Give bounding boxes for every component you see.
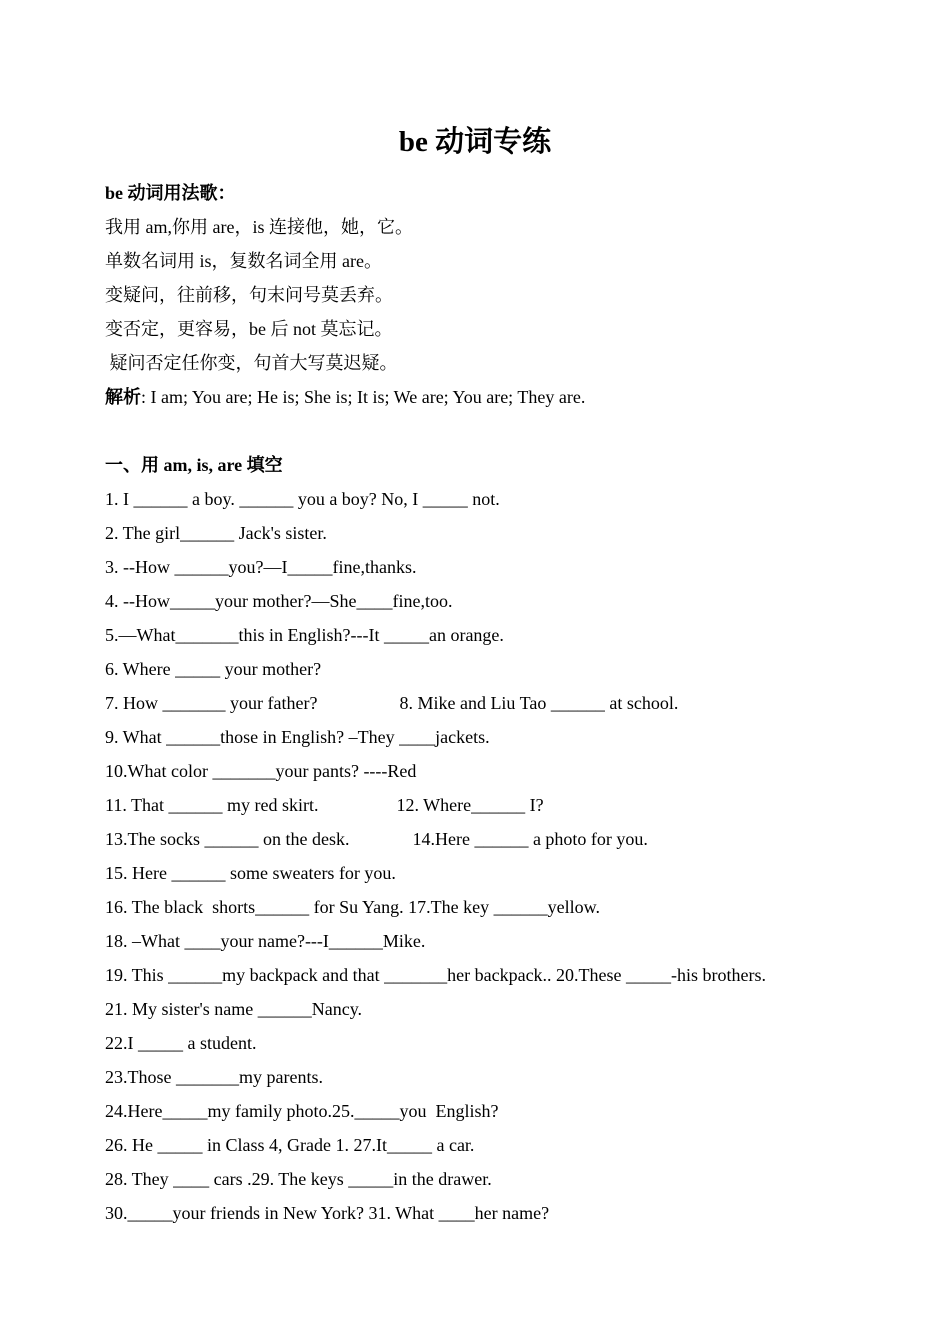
exercise-line: 2. The girl______ Jack's sister.: [105, 523, 327, 543]
exercise-line: 3. --How ______you?—I_____fine,thanks.: [105, 557, 417, 577]
song-line: 我用 am,你用 are，is 连接他，她，它。: [105, 217, 413, 237]
song-heading: be 动词用法歌：: [105, 183, 236, 203]
exercise-line: 4. --How_____your mother?—She____fine,too.: [105, 591, 453, 611]
song-line: 变否定，更容易，be 后 not 莫忘记。: [105, 319, 393, 339]
exercise-line: 24.Here_____my family photo.25._____you English?: [105, 1101, 499, 1121]
exercise-line: 26. He _____ in Class 4, Grade 1. 27.It_____ a car.: [105, 1135, 475, 1155]
section-spacer: [105, 414, 905, 448]
exercise-line: 18. –What ____your name?---I______Mike.: [105, 931, 426, 951]
page-title: be 动词专练: [398, 126, 552, 158]
exercise-line: 21. My sister's name ______Nancy.: [105, 999, 363, 1019]
exercise-item: 14.Here ______ a photo for you.: [412, 829, 648, 849]
song-line: 疑问否定任你变，句首大写莫迟疑。: [105, 353, 398, 373]
analysis-line: [105, 380, 905, 414]
exercise-line: 6. Where _____ your mother?: [105, 659, 322, 679]
exercise-line: 1. I ______ a boy. ______ you a boy? No, I _____ not.: [105, 489, 500, 509]
exercise-line: 23.Those _______my parents.: [105, 1067, 323, 1087]
exercise-line: [105, 822, 905, 856]
exercise-line: 19. This ______my backpack and that _______her backpack.. 20.These _____-his brothers.: [105, 965, 767, 985]
exercise-line: 30._____your friends in New York? 31. What ____her name?: [105, 1203, 550, 1223]
exercise-item: 11. That ______ my red skirt.: [105, 795, 319, 815]
exercise-line: 10.What color _______your pants? ----Red: [105, 761, 417, 781]
exercise-line: 5.—What_______this in English?---It _____an orange.: [105, 625, 504, 645]
exercise-line: 28. They ____ cars .29. The keys _____in the drawer.: [105, 1169, 492, 1189]
exercise-line: 16. The black shorts______ for Su Yang. 17.The key ______yellow.: [105, 897, 600, 917]
analysis-label: 解析: [105, 387, 141, 407]
exercise-line: 22.I _____ a student.: [105, 1033, 257, 1053]
worksheet-content: [105, 176, 905, 1230]
exercise-line: 9. What ______those in English? –They ____jackets.: [105, 727, 490, 747]
exercise-line: [105, 788, 905, 822]
exercise-line: 15. Here ______ some sweaters for you.: [105, 863, 396, 883]
exercise-line: [105, 686, 905, 720]
exercise-item: 8. Mike and Liu Tao ______ at school.: [399, 693, 679, 713]
section-heading: 一、用 am, is, are 填空: [105, 455, 283, 475]
exercise-item: 7. How _______ your father?: [105, 693, 318, 713]
exercise-item: 13.The socks ______ on the desk.: [105, 829, 350, 849]
analysis-text: : I am; You are; He is; She is; It is; We are; You are; They are.: [141, 387, 586, 407]
song-line: 单数名词用 is，复数名词全用 are。: [105, 251, 382, 271]
song-line: 变疑问，往前移，句末问号莫丢弃。: [105, 285, 393, 305]
exercise-item: 12. Where______ I?: [396, 795, 544, 815]
